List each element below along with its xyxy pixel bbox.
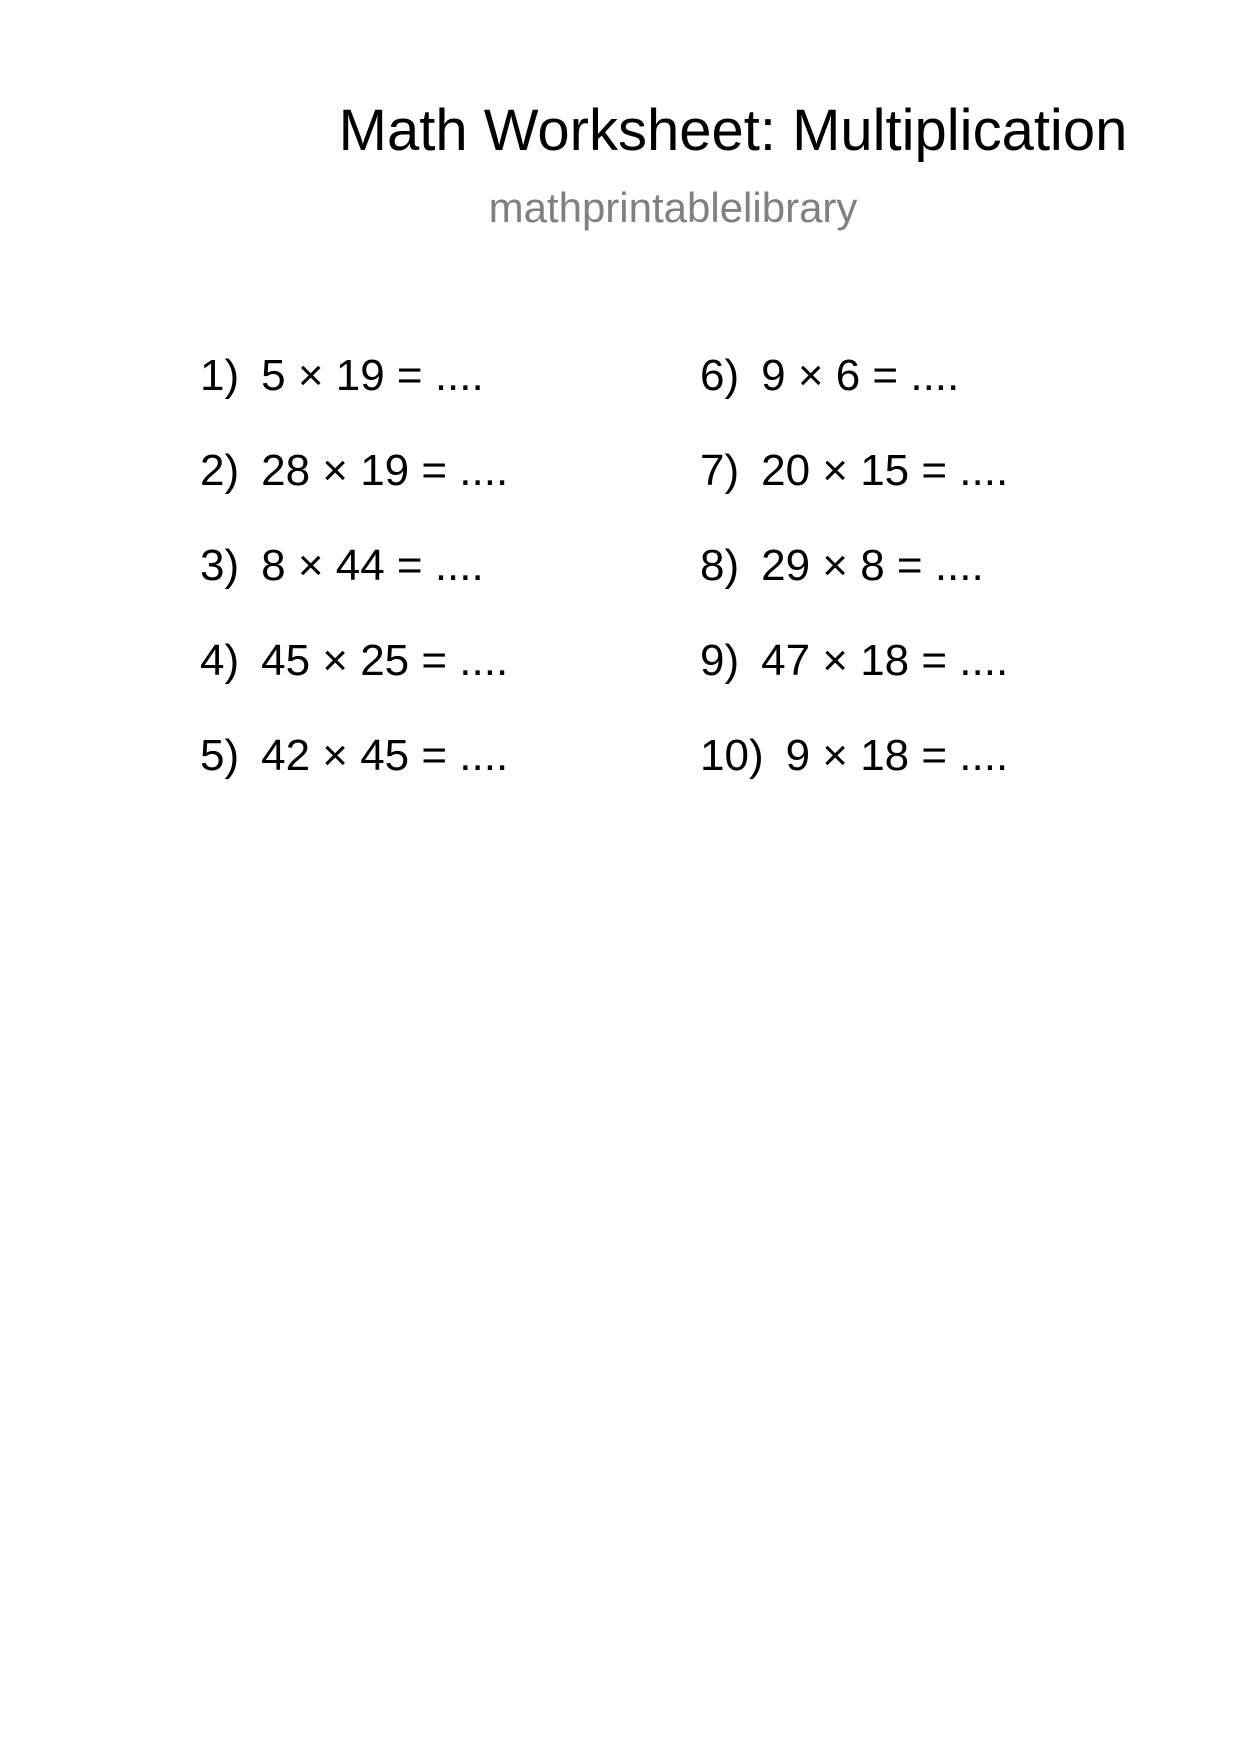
problem-expression: 47 × 18 = .... [761, 636, 1009, 685]
problem-expression: 20 × 15 = .... [761, 446, 1009, 495]
problem-number: 9) [700, 636, 740, 685]
problem-6 [700, 350, 959, 402]
problem-number: 7) [700, 446, 740, 495]
problem-number: 4) [200, 636, 240, 685]
problem-number: 1) [200, 351, 240, 400]
problem-3 [200, 540, 484, 592]
problem-4 [200, 635, 508, 687]
worksheet-title: Math Worksheet: Multiplication [338, 98, 1128, 163]
problem-expression: 9 × 18 = .... [785, 731, 1009, 780]
problem-expression: 42 × 45 = .... [261, 731, 509, 780]
problem-5 [200, 730, 508, 782]
problem-number: 2) [200, 446, 240, 495]
problem-number: 6) [700, 351, 740, 400]
problem-9 [700, 635, 1008, 687]
problem-expression: 29 × 8 = .... [761, 541, 984, 590]
worksheet-source: mathprintablelibrary [488, 184, 858, 231]
problem-number: 5) [200, 731, 240, 780]
problem-expression: 9 × 6 = .... [761, 351, 960, 400]
problem-number: 3) [200, 541, 240, 590]
problem-expression: 8 × 44 = .... [261, 541, 484, 590]
problem-8 [700, 540, 984, 592]
problem-expression: 5 × 19 = .... [261, 351, 484, 400]
problem-expression: 28 × 19 = .... [261, 446, 509, 495]
problem-2 [200, 445, 508, 497]
problem-expression: 45 × 25 = .... [261, 636, 509, 685]
problem-number: 10) [700, 731, 764, 780]
problem-1 [200, 350, 484, 402]
problem-7 [700, 445, 1008, 497]
problem-10 [700, 730, 1008, 782]
problem-number: 8) [700, 541, 740, 590]
